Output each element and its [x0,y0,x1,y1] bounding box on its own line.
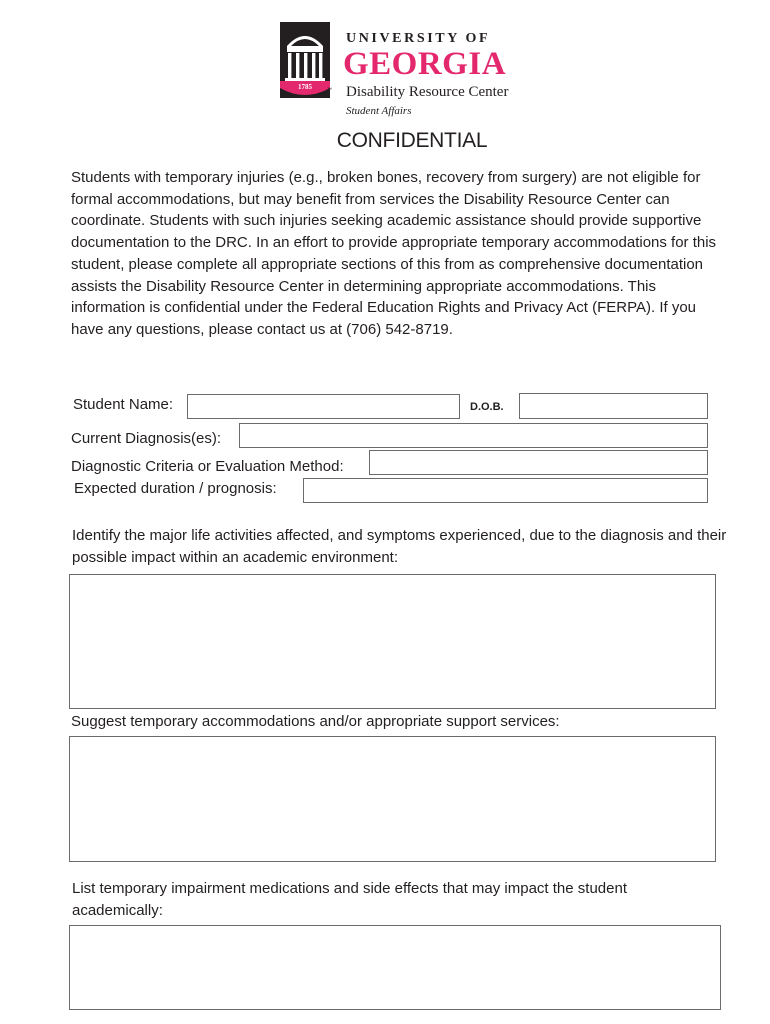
criteria-field[interactable] [369,450,708,475]
criteria-label: Diagnostic Criteria or Evaluation Method: [71,458,344,475]
division-name: Student Affairs [346,105,412,117]
university-of-text: UNIVERSITY OF [346,31,491,46]
duration-label: Expected duration / prognosis: [74,480,277,497]
accommodations-prompt: Suggest temporary accommodations and/or appropriate support services: [71,713,560,730]
medications-textarea[interactable] [69,925,721,1010]
life-activities-textarea[interactable] [69,574,716,709]
logo-year: 1785 [298,83,312,91]
medications-prompt: List temporary impairment medications and side effects that may impact the student academically: [72,880,627,919]
center-name: Disability Resource Center [346,84,509,100]
duration-field[interactable] [303,478,708,503]
diagnosis-label: Current Diagnosis(es): [71,430,222,447]
life-activities-prompt: Identify the major life activities affected, and symptoms experienced, due to the diagnosis and their possible impact within an academic environment: [72,527,727,566]
intro-paragraph: Students with temporary injuries (e.g., broken bones, recovery from surgery) are not eligible for formal accommodations, but may benefit from services the Disability Resource Center can coordinate. Students with such injuries seeking academic assistance should provide supportive documentation to the DRC. In an effort to provide appropriate temporary accommodations for this student, please complete all appropriate sections of this from as comprehensive documentation assists the Disability Resource Center in determining appropriate accommodations. This information is confidential under the Federal Education Rights and Privacy Act (FERPA). If you have any questions, please contact us at (706) 542-8719. [71,169,717,338]
dob-field[interactable] [519,393,708,419]
diagnosis-field[interactable] [239,423,708,448]
student-name-label: Student Name: [73,396,174,413]
dob-label: D.O.B. [470,401,504,413]
uga-arch-logo-icon [280,22,330,98]
student-name-field[interactable] [187,394,460,419]
page-title: CONFIDENTIAL [336,129,488,152]
accommodations-textarea[interactable] [69,736,716,862]
trademark-mark: ™ [327,87,332,93]
georgia-wordmark: GEORGIA [343,46,507,82]
